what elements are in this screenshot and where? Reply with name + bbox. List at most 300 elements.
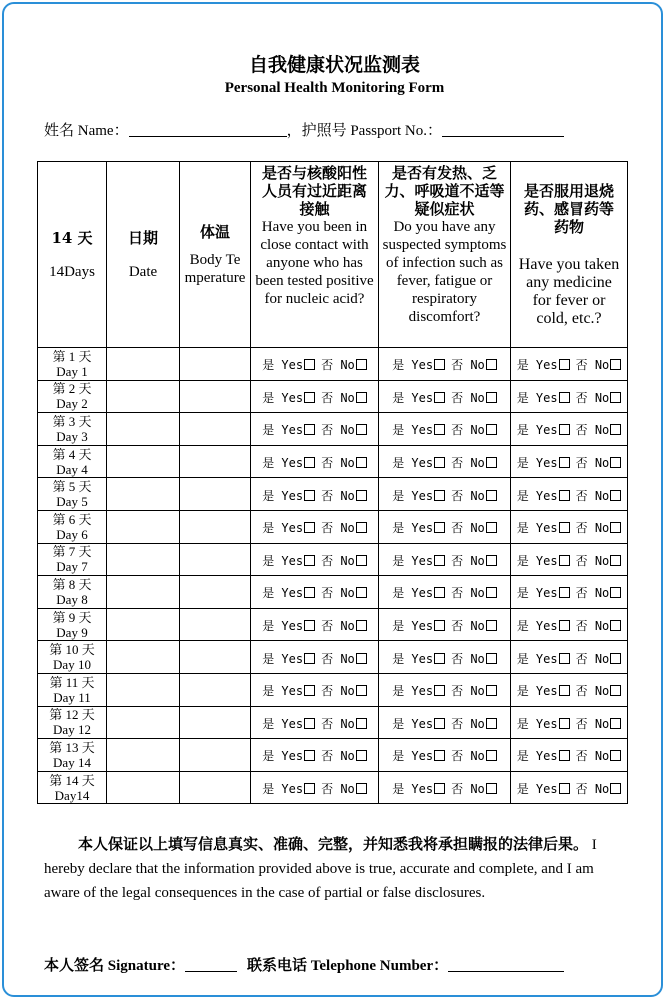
declaration-en: I hereby declare that the information provided above is true, accurate and complete, and I am aware of the legal consequences in the case of partial or false disclosures. [44,837,597,901]
date-cell[interactable] [107,380,180,413]
no-label: 否 No [321,358,355,373]
no-checkbox[interactable] [610,718,621,729]
yes-checkbox[interactable] [559,522,570,533]
day-label-cn: 第 14 天 [49,772,95,788]
no-checkbox[interactable] [356,653,367,664]
symptoms-yes-no [392,586,497,600]
yes-label: 是 Yes [516,619,558,634]
no-checkbox[interactable] [610,587,621,598]
medicine-answer-cell [511,510,628,543]
no-checkbox[interactable] [486,490,497,501]
yes-checkbox[interactable] [304,522,315,533]
header-row [38,162,628,348]
yes-label: 是 Yes [262,586,304,601]
yes-label: 是 Yes [262,716,304,731]
yes-checkbox[interactable] [434,587,445,598]
name-label: 姓名 Name： [44,123,129,139]
contact-answer-cell [251,348,379,381]
no-checkbox[interactable] [486,522,497,533]
yes-checkbox[interactable] [559,555,570,566]
yes-checkbox[interactable] [559,620,570,631]
contact-answer-cell [251,413,379,446]
temperature-cell[interactable] [180,445,251,478]
no-checkbox[interactable] [486,587,497,598]
signature-field[interactable] [185,957,237,972]
header-date-en: Date [128,263,158,280]
medicine-answer-cell [511,380,628,413]
contact-yes-no [262,489,367,503]
day-label-en: Day 3 [56,428,88,444]
no-label: 否 No [575,521,610,536]
no-label: 否 No [575,749,610,764]
medicine-yes-no [517,586,622,600]
header-symptoms-en: Do you have any suspected symptoms of infection such as fever, fatigue or respiratory discomfort? [382,219,507,325]
contact-answer-cell [251,576,379,609]
day-label-en: Day 7 [56,559,88,575]
yes-checkbox[interactable] [304,424,315,435]
temperature-cell[interactable] [180,673,251,706]
no-label: 否 No [451,684,485,699]
yes-checkbox[interactable] [434,522,445,533]
contact-answer-cell [251,706,379,739]
medicine-answer-cell [511,478,628,511]
temperature-cell[interactable] [180,380,251,413]
no-label: 否 No [321,423,355,438]
yes-checkbox[interactable] [559,587,570,598]
table-row [38,543,628,576]
day-label-cn: 第 10 天 [49,642,95,658]
table-row [38,771,628,804]
no-label: 否 No [321,553,355,568]
no-checkbox[interactable] [486,555,497,566]
no-label: 否 No [575,684,610,699]
date-cell[interactable] [107,641,180,674]
no-checkbox[interactable] [486,392,497,403]
date-cell[interactable] [107,608,180,641]
header-symptoms [379,162,511,348]
symptoms-answer-cell [379,445,511,478]
yes-checkbox[interactable] [304,587,315,598]
no-checkbox[interactable] [356,750,367,761]
identity-line [44,119,564,140]
table-row [38,641,628,674]
medicine-yes-no [517,489,622,503]
header-medicine-cn: 是否服用退烧药、感冒药等药物 [523,181,614,236]
yes-checkbox[interactable] [304,392,315,403]
yes-checkbox[interactable] [559,359,570,370]
no-label: 否 No [451,423,485,438]
no-label: 否 No [321,586,355,601]
yes-checkbox[interactable] [304,718,315,729]
no-checkbox[interactable] [486,685,497,696]
contact-answer-cell [251,608,379,641]
yes-checkbox[interactable] [304,620,315,631]
no-checkbox[interactable] [486,783,497,794]
yes-label: 是 Yes [392,651,434,666]
yes-checkbox[interactable] [434,457,445,468]
date-cell[interactable] [107,478,180,511]
yes-checkbox[interactable] [559,392,570,403]
symptoms-answer-cell [379,478,511,511]
yes-checkbox[interactable] [304,750,315,761]
signature-line [44,954,564,975]
day-label-cn: 第 3 天 [52,413,92,429]
no-label: 否 No [451,358,485,373]
medicine-answer-cell [511,739,628,772]
table-row [38,510,628,543]
no-checkbox[interactable] [610,653,621,664]
header-days-en: 14Days [49,263,95,280]
no-checkbox[interactable] [356,587,367,598]
contact-yes-no [262,521,367,535]
day-label-en: Day 5 [56,494,88,510]
name-field[interactable] [129,122,287,137]
yes-label: 是 Yes [262,456,304,471]
yes-checkbox[interactable] [559,424,570,435]
no-checkbox[interactable] [486,620,497,631]
yes-checkbox[interactable] [434,490,445,501]
yes-checkbox[interactable] [304,555,315,566]
date-cell[interactable] [107,510,180,543]
yes-label: 是 Yes [262,749,304,764]
contact-yes-no [262,717,367,731]
date-cell[interactable] [107,706,180,739]
yes-label: 是 Yes [262,619,304,634]
yes-label: 是 Yes [262,521,304,536]
medicine-yes-no [517,521,622,535]
yes-label: 是 Yes [262,782,304,797]
temperature-cell[interactable] [180,510,251,543]
day-label-cn: 第 4 天 [52,446,92,462]
day-label [38,413,107,446]
date-cell[interactable] [107,348,180,381]
no-checkbox[interactable] [610,555,621,566]
header-temperature [180,162,251,348]
yes-label: 是 Yes [392,619,434,634]
day-label [38,771,107,804]
day-label-en: Day14 [54,787,90,803]
yes-checkbox[interactable] [304,457,315,468]
yes-checkbox[interactable] [304,685,315,696]
header-contact-en: Have you been in close contact with anyone who has been tested positive for nucleic acid? [255,219,374,307]
header-date [107,162,180,348]
day-label [38,510,107,543]
header-contact [251,162,379,348]
temperature-cell[interactable] [180,348,251,381]
no-label: 否 No [575,358,610,373]
telephone-field[interactable] [448,957,564,972]
no-checkbox[interactable] [486,750,497,761]
yes-checkbox[interactable] [559,653,570,664]
yes-label: 是 Yes [516,586,558,601]
table-row [38,706,628,739]
temperature-cell[interactable] [180,608,251,641]
yes-checkbox[interactable] [434,685,445,696]
temperature-cell[interactable] [180,641,251,674]
no-checkbox[interactable] [610,490,621,501]
yes-label: 是 Yes [516,521,558,536]
form-title-chinese: 自我健康状况监测表 [248,54,420,76]
day-label-en: Day 14 [53,754,91,770]
contact-yes-no [262,423,367,437]
form-title-english: Personal Health Monitoring Form [224,80,445,96]
no-label: 否 No [451,488,485,503]
no-checkbox[interactable] [356,490,367,501]
no-checkbox[interactable] [356,359,367,370]
contact-yes-no [262,684,367,698]
yes-checkbox[interactable] [434,359,445,370]
yes-label: 是 Yes [392,553,434,568]
date-cell[interactable] [107,771,180,804]
day-label [38,380,107,413]
yes-checkbox[interactable] [434,718,445,729]
yes-label: 是 Yes [516,651,558,666]
no-checkbox[interactable] [356,457,367,468]
yes-label: 是 Yes [392,782,434,797]
yes-checkbox[interactable] [304,783,315,794]
contact-yes-no [262,554,367,568]
no-label: 否 No [575,456,610,471]
yes-label: 是 Yes [516,456,558,471]
medicine-answer-cell [511,543,628,576]
yes-checkbox[interactable] [434,392,445,403]
yes-checkbox[interactable] [559,718,570,729]
day-label [38,641,107,674]
yes-checkbox[interactable] [434,653,445,664]
medicine-yes-no [517,652,622,666]
yes-checkbox[interactable] [434,555,445,566]
no-label: 否 No [321,456,355,471]
day-label-en: Day 10 [53,657,91,673]
date-cell[interactable] [107,576,180,609]
no-checkbox[interactable] [486,359,497,370]
day-label-cn: 第 2 天 [52,381,92,397]
temperature-cell[interactable] [180,706,251,739]
no-checkbox[interactable] [610,750,621,761]
yes-label: 是 Yes [392,521,434,536]
no-checkbox[interactable] [486,718,497,729]
symptoms-yes-no [392,782,497,796]
medicine-answer-cell [511,608,628,641]
date-cell[interactable] [107,445,180,478]
passport-label: ，护照号 Passport No.： [286,123,442,139]
table-row [38,380,628,413]
no-checkbox[interactable] [610,424,621,435]
day-label [38,576,107,609]
yes-label: 是 Yes [392,390,434,405]
medicine-answer-cell [511,771,628,804]
no-label: 否 No [451,390,485,405]
passport-field[interactable] [442,122,564,137]
no-checkbox[interactable] [610,783,621,794]
symptoms-yes-no [392,684,497,698]
no-checkbox[interactable] [356,522,367,533]
no-label: 否 No [321,390,355,405]
no-checkbox[interactable] [610,685,621,696]
no-checkbox[interactable] [356,392,367,403]
no-checkbox[interactable] [356,783,367,794]
symptoms-yes-no [392,391,497,405]
contact-yes-no [262,586,367,600]
table-row [38,478,628,511]
no-label: 否 No [575,651,610,666]
contact-answer-cell [251,543,379,576]
symptoms-answer-cell [379,608,511,641]
contact-yes-no [262,358,367,372]
yes-label: 是 Yes [392,684,434,699]
symptoms-answer-cell [379,706,511,739]
yes-checkbox[interactable] [434,424,445,435]
yes-label: 是 Yes [262,423,304,438]
symptoms-answer-cell [379,576,511,609]
temperature-cell[interactable] [180,543,251,576]
temperature-cell[interactable] [180,413,251,446]
no-label: 否 No [451,651,485,666]
day-label-cn: 第 13 天 [49,739,95,755]
symptoms-answer-cell [379,739,511,772]
contact-answer-cell [251,478,379,511]
contact-answer-cell [251,673,379,706]
no-label: 否 No [575,390,610,405]
yes-label: 是 Yes [516,684,558,699]
no-checkbox[interactable] [610,359,621,370]
no-checkbox[interactable] [356,424,367,435]
contact-answer-cell [251,510,379,543]
yes-label: 是 Yes [392,456,434,471]
contact-answer-cell [251,380,379,413]
table-row [38,673,628,706]
yes-label: 是 Yes [516,358,558,373]
symptoms-answer-cell [379,641,511,674]
symptoms-yes-no [392,554,497,568]
header-medicine [511,162,628,348]
yes-label: 是 Yes [516,390,558,405]
contact-answer-cell [251,641,379,674]
medicine-yes-no [517,684,622,698]
no-checkbox[interactable] [610,392,621,403]
no-checkbox[interactable] [610,620,621,631]
telephone-label: 联系电话 Telephone Number： [247,958,449,974]
header-date-cn: 日期 [127,228,158,247]
no-label: 否 No [451,749,485,764]
symptoms-yes-no [392,619,497,633]
contact-answer-cell [251,445,379,478]
contact-yes-no [262,782,367,796]
yes-checkbox[interactable] [559,457,570,468]
symptoms-answer-cell [379,380,511,413]
no-label: 否 No [321,716,355,731]
no-checkbox[interactable] [356,620,367,631]
yes-label: 是 Yes [516,749,558,764]
yes-checkbox[interactable] [559,783,570,794]
medicine-yes-no [517,619,622,633]
temperature-cell[interactable] [180,739,251,772]
no-checkbox[interactable] [486,457,497,468]
day-label-cn: 第 12 天 [49,707,95,723]
temperature-cell[interactable] [180,478,251,511]
day-label-cn: 第 6 天 [52,511,92,527]
no-label: 否 No [575,488,610,503]
symptoms-yes-no [392,456,497,470]
contact-answer-cell [251,739,379,772]
yes-checkbox[interactable] [434,783,445,794]
signature-label: 本人签名 Signature： [44,958,185,974]
symptoms-yes-no [392,749,497,763]
declaration-cn: 本人保证以上填写信息真实、准确、完整，并知悉我将承担瞒报的法律后果。 [78,835,589,853]
day-label [38,608,107,641]
no-label: 否 No [321,651,355,666]
table-row [38,576,628,609]
header-days [38,162,107,348]
no-label: 否 No [575,619,610,634]
symptoms-yes-no [392,521,497,535]
symptoms-answer-cell [379,510,511,543]
day-label-en: Day 11 [53,689,91,705]
symptoms-yes-no [392,489,497,503]
yes-label: 是 Yes [516,488,558,503]
yes-checkbox[interactable] [304,359,315,370]
table-row [38,413,628,446]
yes-checkbox[interactable] [559,750,570,761]
date-cell[interactable] [107,739,180,772]
no-label: 否 No [575,553,610,568]
yes-checkbox[interactable] [434,620,445,631]
yes-checkbox[interactable] [304,490,315,501]
date-cell[interactable] [107,543,180,576]
day-label-en: Day 6 [56,526,88,542]
declaration [44,832,604,905]
no-checkbox[interactable] [356,555,367,566]
table-row [38,608,628,641]
no-checkbox[interactable] [356,718,367,729]
contact-yes-no [262,749,367,763]
no-checkbox[interactable] [356,685,367,696]
symptoms-answer-cell [379,348,511,381]
yes-checkbox[interactable] [559,490,570,501]
yes-checkbox[interactable] [434,750,445,761]
symptoms-answer-cell [379,771,511,804]
yes-checkbox[interactable] [559,685,570,696]
yes-label: 是 Yes [392,423,434,438]
header-contact-cn: 是否与核酸阳性人员有过近距离接触 [261,164,367,218]
yes-label: 是 Yes [262,358,304,373]
no-label: 否 No [575,716,610,731]
date-cell[interactable] [107,413,180,446]
day-label-en: Day 4 [56,461,88,477]
no-label: 否 No [321,749,355,764]
no-checkbox[interactable] [486,653,497,664]
medicine-yes-no [517,423,622,437]
yes-checkbox[interactable] [304,653,315,664]
no-checkbox[interactable] [486,424,497,435]
day-label-cn: 第 8 天 [52,576,92,592]
day-label-en: Day 1 [56,363,88,379]
date-cell[interactable] [107,673,180,706]
contact-answer-cell [251,771,379,804]
medicine-answer-cell [511,673,628,706]
temperature-cell[interactable] [180,576,251,609]
no-label: 否 No [575,782,610,797]
medicine-yes-no [517,391,622,405]
header-symptoms-cn: 是否有发热、乏力、呼吸道不适等疑似症状 [384,164,505,218]
yes-label: 是 Yes [392,716,434,731]
header-temp-cn: 体温 [199,222,230,241]
yes-label: 是 Yes [262,553,304,568]
temperature-cell[interactable] [180,771,251,804]
day-label [38,348,107,381]
no-checkbox[interactable] [610,457,621,468]
no-checkbox[interactable] [610,522,621,533]
